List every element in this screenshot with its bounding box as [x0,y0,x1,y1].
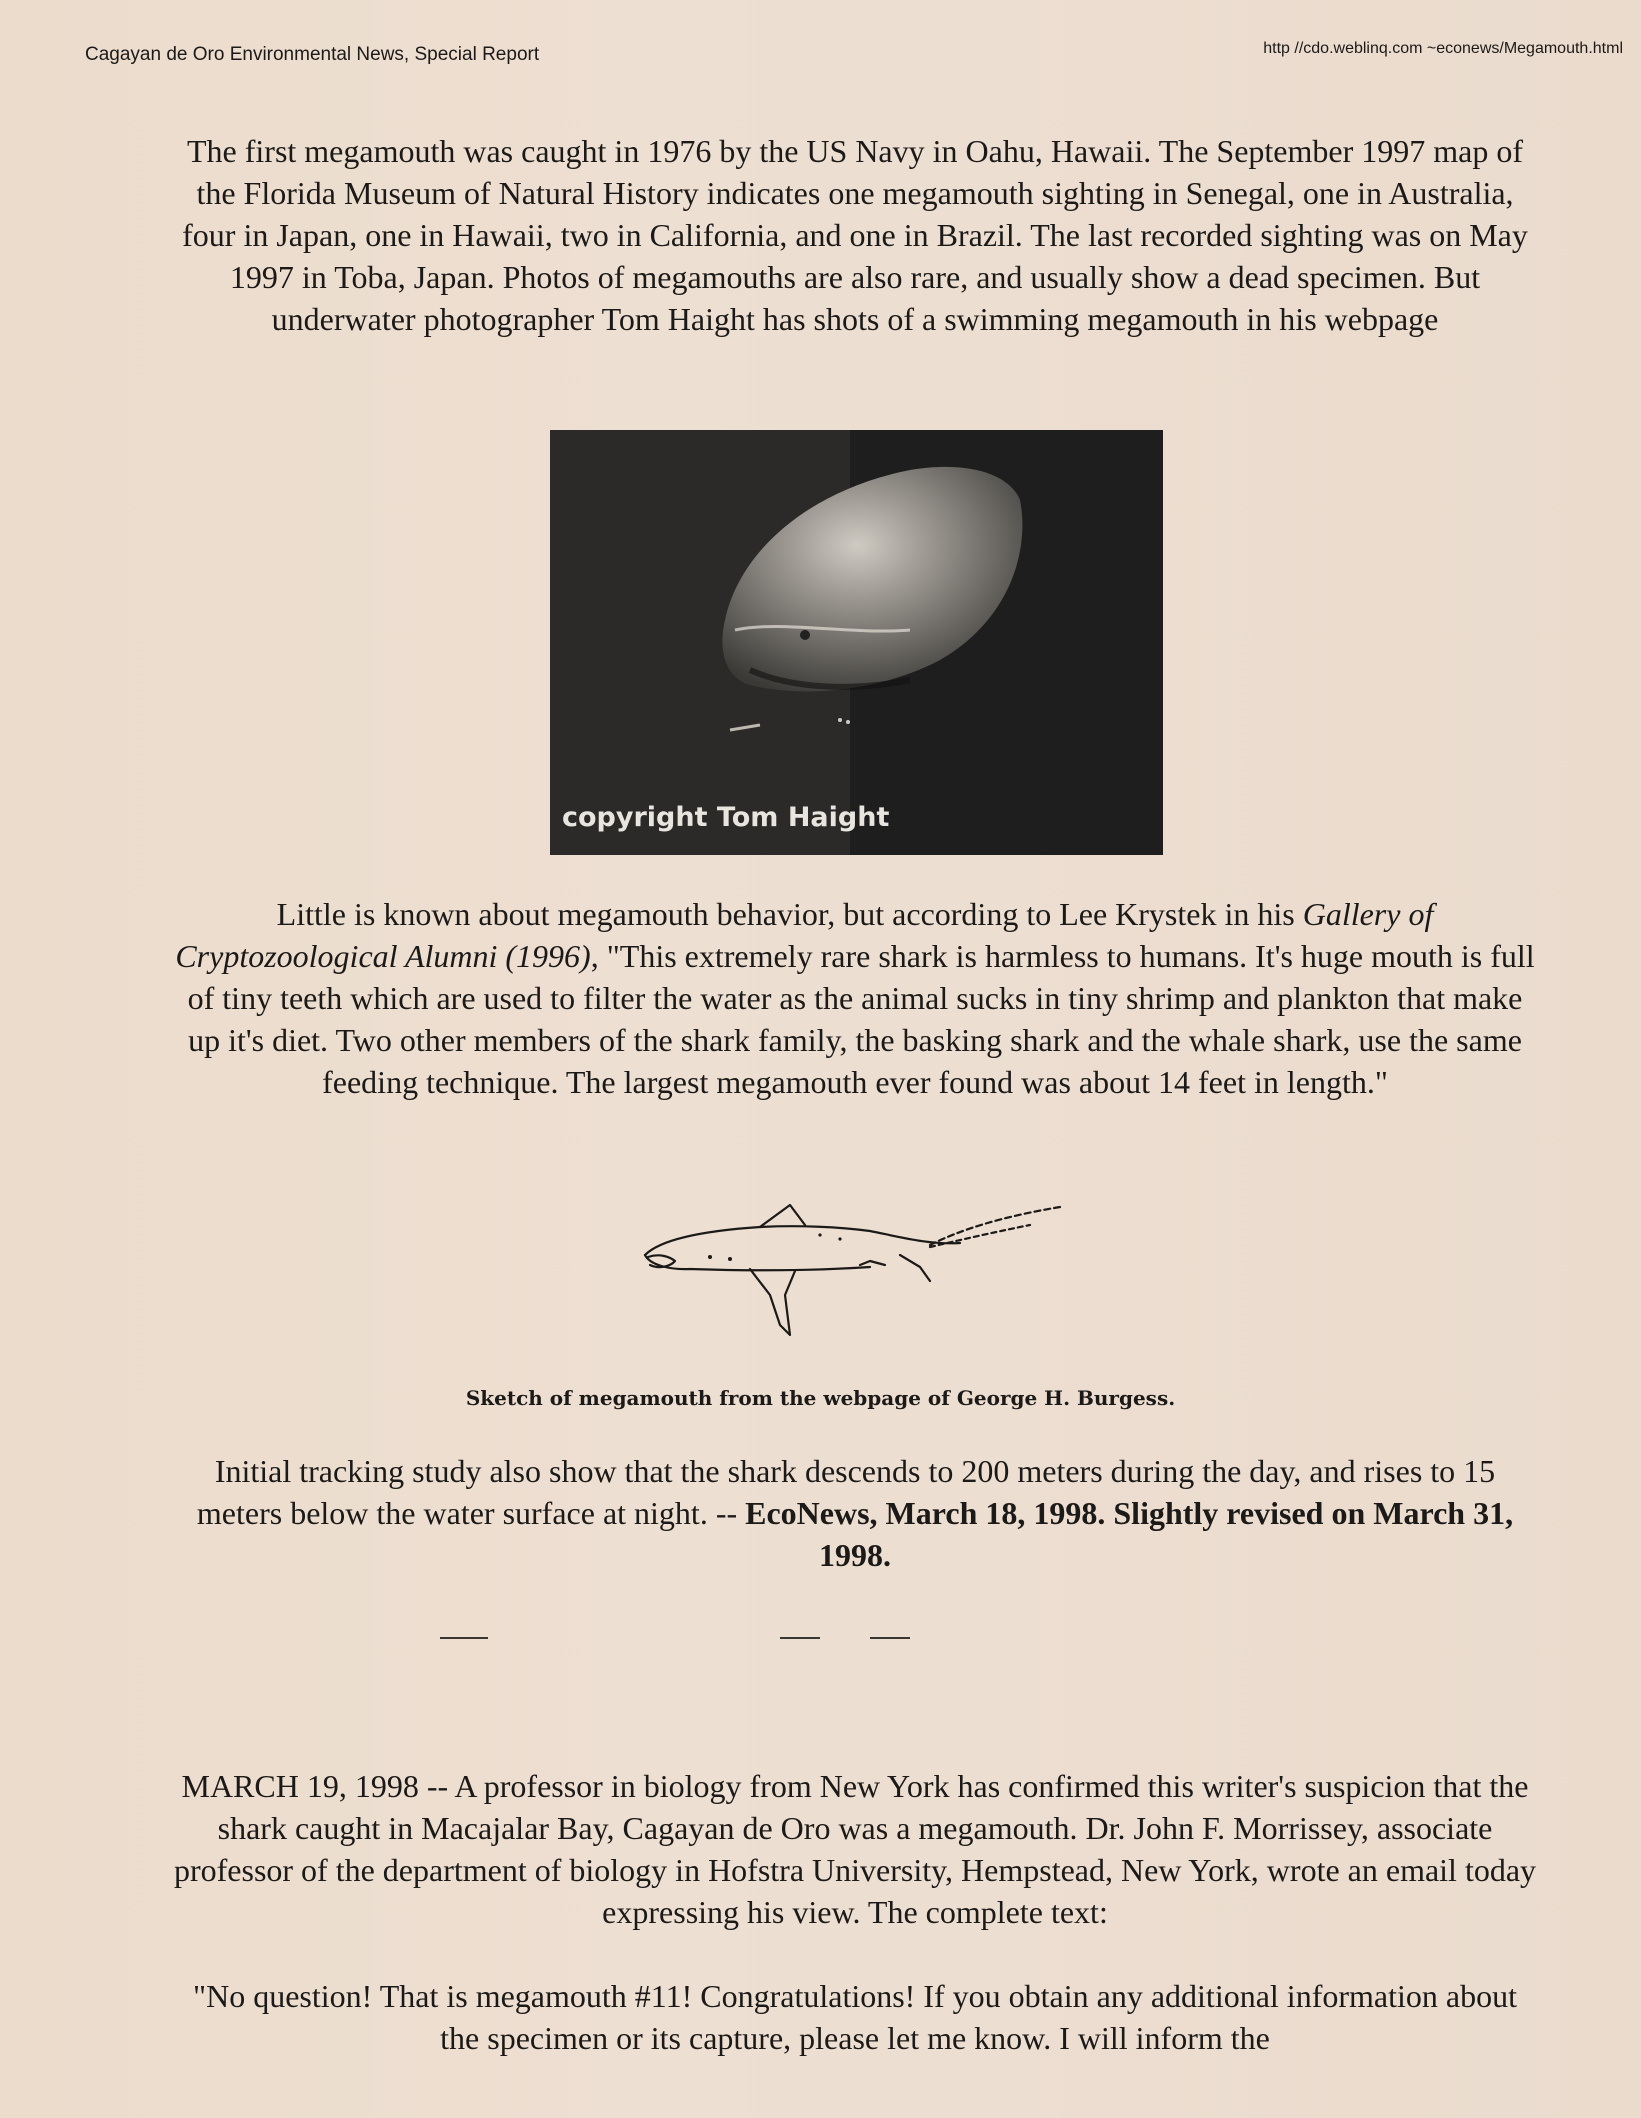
divider-dash [870,1637,910,1639]
paragraph-behavior-intro: Little is known about megamouth behavior, but according to Lee Krystek in his [276,896,1303,932]
paragraph-tracking-source: EcoNews, March 18, 1998. Slightly revised on March 31, 1998. [745,1495,1514,1573]
header-site-title: Cagayan de Oro Environmental News, Special Report [85,44,540,65]
paragraph-tracking-text: Initial tracking study also show that the shark descends to 200 meters during the day, and rises to 15 meters below the water surface at night. -- [196,1453,1496,1531]
megamouth-photo [550,430,1163,855]
paragraph-first-megamouth: The first megamouth was caught in 1976 by the US Navy in Oahu, Hawaii. The September 1997 map of the Florida Museum of Natural History indicates one megamouth sighting in Senegal, one in Australia, four in Japan, one in Hawaii, two in California, and one in Brazil. The last recorded sighting was on May 1997 in Toba, Japan. Photos of megamouths are also rare, and usually show a dead specimen. But underwater photographer Tom Haight has shots of a swimming megamouth in his webpage [182,133,1528,337]
paragraph-tracking [170,1450,1540,1576]
megamouth-sketch [630,1195,1070,1350]
sketch-caption: Sketch of megamouth from the webpage of George H. Burgess. [465,1386,1176,1410]
megamouth-photo-image [550,430,1163,855]
header-url: http //cdo.weblinq.com ~econews/Megamouth.html [1263,40,1623,57]
paragraph-behavior-quote: , "This extremely rare shark is harmless to humans. It's huge mouth is full of tiny teeth which are used to filter the water as the animal sucks in tiny shrimp and plankton that make up it's diet. Two other members of the shark family, the basking shark and the whale shark, use the same feeding technique. The largest megamouth ever found was about 14 feet in length." [187,938,1535,1100]
divider-dash [780,1637,820,1639]
book-title: Gallery of Cryptozoological Alumni (1996) [175,896,1434,974]
paragraph-email-quote: "No question! That is megamouth #11! Congratulations! If you obtain any additional information about the specimen or its capture, please let me know. I will inform the [193,1978,1517,2056]
paragraph-behavior [170,893,1540,1103]
megamouth-sketch-drawing [630,1195,1070,1345]
photo-copyright-caption: copyright Tom Haight [562,802,890,833]
divider-dash [440,1637,488,1639]
paragraph-march-19: MARCH 19, 1998 -- A professor in biology from New York has confirmed this writer's suspicion that the shark caught in Macajalar Bay, Cagayan de Oro was a megamouth. Dr. John F. Morrissey, associate professor of the department of biology in Hofstra University, Hempstead, New York, wrote an email today expressing his view. The complete text: [173,1768,1537,1930]
